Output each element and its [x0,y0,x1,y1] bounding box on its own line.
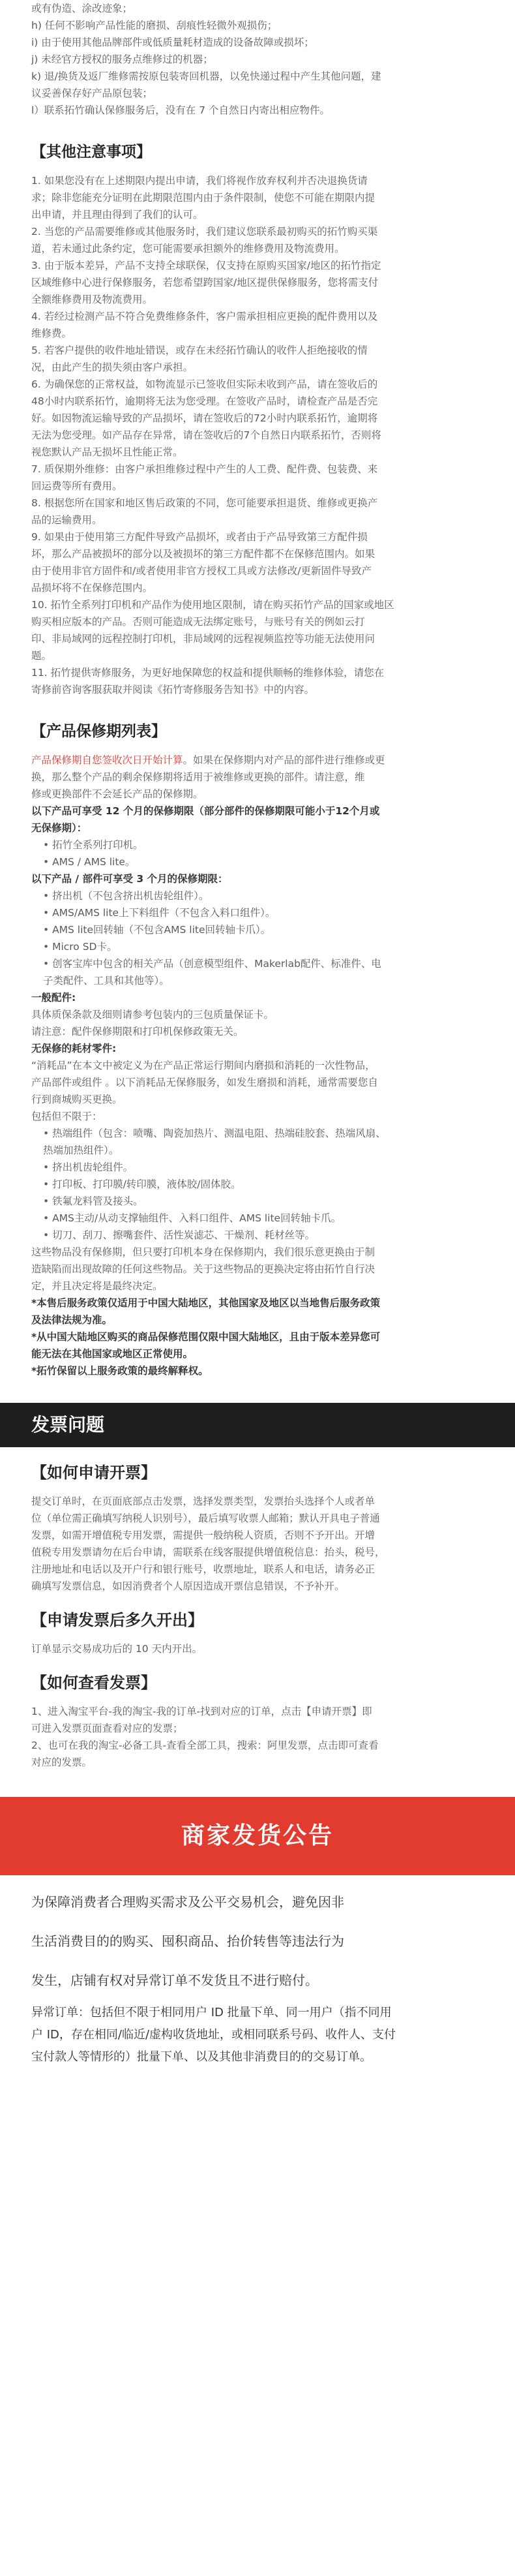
list-item: • 热端组件（包含：喷嘴、陶瓷加热片、测温电阻、热端硅胶套、热端风扇、 [43,1127,386,1139]
how-view-title: 【如何查看发票】 [31,1674,156,1692]
policy-note-line: 及法律法规为准。 [31,1314,113,1326]
ending-line: 造缺陷而出现故障的任何这些物品。关于这些物品的更换决定将由拓竹自行决 [31,1263,375,1275]
abnormal-line: 宝付款人等情形的）批量下单、以及其他非消费目的的交易订单。 [31,2050,372,2064]
consumables-lines [31,1057,484,1125]
twelve-month-items [31,836,484,870]
list-item: • 铁氟龙料管及接头。 [43,1195,143,1207]
terms-line: i) 由于使用其他品牌部件或低质量耗材造成的设备故障或损坏； [31,37,314,48]
terms-line: k) 退/换货及返厂维修需按原包装寄回机器，以免快递过程中产生其他问题，建 [31,70,381,82]
how-apply-title: 【如何申请开票】 [31,1464,156,1482]
note-line: 5. 若客户提供的收件地址错误，或存在未经拓竹确认的收件人拒绝接收的情 [31,345,368,356]
policy-bold-notes [31,1295,484,1379]
consumables-items [31,1125,484,1244]
list-item: • AMS主动/从动支撑轴组件、入料口组件、AMS lite回转轴卡爪。 [43,1212,342,1224]
note-line: 区域维修中心进行保修服务，若您希望跨国家/地区提供保修服务，您将需支付 [31,277,379,288]
note-line: 维修费。 [31,328,72,339]
invoice-header-bar: 发票问题 [0,1403,515,1447]
merchant-notice-section [0,1890,515,2068]
note-line: 由于使用非官方固件和/或者使用非官方授权工具或方法修改/更新固件导致产 [31,565,372,577]
other-notes-title: 【其他注意事项】 [31,144,151,161]
how-view-lines [31,1703,484,1771]
invoice-line: 提交订单时，在页面底部点击发票，选择发票类型，发票抬头选择个人或者单 [31,1495,375,1507]
consumables-line: 行到商城购买更换。 [31,1094,123,1105]
list-item: • 拓竹全系列打印机。 [43,839,143,851]
list-item: • Micro SD卡。 [43,941,117,953]
note-line: 6. 为确保您的正常权益，如物流显示已签收但实际未收到产品，请在签收后的 [31,378,378,390]
note-line: 9. 如果由于使用第三方配件导致产品损坏，或者由于产品导致第三方配件损 [31,531,368,543]
top-terms [0,0,515,119]
note-line: 道，若未通过此条约定，您可能需要承担额外的维修费用及物流费用。 [31,243,345,254]
three-month-items [31,887,484,989]
policy-note-line: 能无法在其他国家或地区正常使用。 [31,1348,194,1360]
note-line: 无法为您受理。如产品存在异常，请在签收后的7个自然日内联系拓竹，否则将 [31,429,381,441]
invoice-line: 对应的发票。 [31,1756,93,1768]
ending-line: 这些物品没有保修期，但只要打印机本身在保修期内，我们很乐意更换由于制 [31,1246,375,1258]
terms-line: h) 任何不影响产品性能的磨损、刮痕性轻微外观损伤； [31,20,278,31]
list-item: • 创客宝库中包含的相关产品（创意模型组件、Makerlab配件、标准件、电 [43,958,381,970]
list-item: • AMS / AMS lite。 [43,856,136,868]
terms-line: 议妥善保存好产品原包装； [31,87,153,99]
note-line: 全额维修费用及物流费用。 [31,294,153,305]
consumables-line: 产品部件或组件 。以下消耗品无保修服务，如发生磨损和消耗，通常需要您自 [31,1077,378,1088]
note-line: 坏，那么产品被损坏的部分以及被损坏的第三方配件都不在保修范围内。如果 [31,548,375,560]
note-line: 好。如因物流运输导致的产品损坏，请在签收后的72小时内联系拓竹，逾期将 [31,412,378,424]
note-line: 出申请，并且理由得到了我们的认可。 [31,209,203,221]
note-line: 2. 当您的产品需要维修或其他服务时，我们建议您联系最初购买的拓竹购买渠 [31,226,378,238]
list-item: 子类配件、工具和其他等）。 [43,975,169,987]
parts-line: 具体质保条款及细则请参考包装内的三包质量保证卡。 [31,1009,274,1020]
note-line: 品的运输费用。 [31,514,102,526]
parts-line: 请注意：配件保修期限和打印机保修政策无关。 [31,1026,244,1037]
policy-note-line: *拓竹保留以上服务政策的最终解释权。 [31,1365,209,1377]
intro-line: 修或更换部件不会延长产品的保修期。 [31,788,203,800]
invoice-line: 发票，如需开增值税专用发票，需提供一般纳税人资质，否则不予开出。开增 [31,1529,375,1541]
list-item: • 挤出机（不包含挤出机齿轮组件）。 [43,890,209,902]
note-line: 1. 如果您没有在上述期限内提出申请，我们将视作放弃权利并否决退换货请 [31,175,368,187]
merchant-shipping-banner: 商家发货公告 [0,1797,515,1875]
twelve-month-heading-2: 无保修期）： [31,822,87,834]
note-line: 11. 拓竹提供寄修服务，为更好地保障您的权益和提供顺畅的维修体验，请您在 [31,667,385,679]
policy-note-line: *本售后服务政策仅适用于中国大陆地区，其他国家及地区以当地售后服务政策 [31,1297,381,1309]
warranty-list-section [0,720,515,1379]
note-line: 回运费等所有费用。 [31,480,123,492]
note-line: 况，由此产生的损失须由客户承担。 [31,361,194,373]
note-line: 8. 根据您所在国家和地区售后政策的不同，您可能要承担退货、维修或更换产 [31,497,378,509]
twelve-month-heading-1: 以下产品可享受 12 个月的保修期限（部分部件的保修期限可能小于12个月或 [31,805,380,817]
consumables-ending [31,1244,484,1295]
warranty-intro-rest: 。如果在保修期内对产品的部件进行维修或更 [183,754,385,766]
other-notes-section [0,141,515,698]
list-item: • AMS/AMS lite上下料组件（不包含入料口组件）。 [43,907,276,919]
note-line: 印、非局域网的远程控制打印机，非局域网的远程视频监控等功能无法使用问 [31,633,375,645]
when-issued-lines [31,1640,484,1657]
list-item: • 打印板、打印膜/转印膜，液体胶/固体胶。 [43,1178,241,1190]
notice-line: 为保障消费者合理购买需求及公平交易机会，避免因非 [31,1894,344,1910]
invoice-line: 注册地址和电话以及开户行和银行账号，收票地址，联系人和电话，请务必正 [31,1563,375,1575]
note-line: 4. 若经过检测产品不符合免费维修条件，客户需承担相应更换的配件费用以及 [31,311,378,322]
invoice-line: 订单显示交易成功后的 10 天内开出。 [31,1643,203,1655]
warranty-list-title: 【产品保修期列表】 [31,723,166,740]
note-line: 求；除非您能充分证明在此期限范围内由于条件限制，使您不可能在期限内提 [31,192,375,204]
note-line: 视您默认产品无损坏且性能正常。 [31,446,183,458]
note-line: 品损坏将不在保修范围内。 [31,582,153,594]
warranty-intro-lines [31,769,484,803]
ending-line: 定，并且决定将是最终决定。 [31,1280,163,1292]
top-terms-lines [31,0,484,119]
invoice-section [0,1462,515,1771]
note-line: 48小时内联系拓竹，逾期将无法为您受理。在签收产品时，请检查产品是否完 [31,395,378,407]
invoice-line: 值税专用发票请勿在后台申请，需联系在线客服提供增值税信息：抬头，税号， [31,1546,385,1558]
terms-line: 或有伪造、涂改迹象； [31,3,133,14]
consumables-line: 包括但不限于： [31,1111,102,1122]
invoice-line: 位（单位需正确填写纳税人识别号），最后填写收票人邮箱；默认开具电子普通 [31,1512,380,1524]
abnormal-line: 户 ID，存在相同/临近/虚构收货地址，或相同联系号码、收件人、支付 [31,2028,396,2042]
notice-line: 发生，店铺有权对异常订单不发货且不进行赔付。 [31,1972,318,1988]
invoice-line: 2、也可在我的淘宝-必备工具-查看全部工具，搜索：阿里发票，点击即可查看 [31,1740,379,1751]
list-item: 热端加热组件）。 [43,1144,119,1156]
parts-heading: 一般配件: [31,992,76,1004]
how-apply-lines [31,1493,484,1595]
notice-line: 生活消费目的的购买、囤积商品、抬价转售等违法行为 [31,1933,344,1949]
list-item: • 切刀、刮刀、擦嘴套件、活性炭滤芯、干燥剂、耗材丝等。 [43,1229,316,1241]
abnormal-line: 异常订单：包括但不限于相同用户 ID 批量下单、同一用户（指不同用 [31,2006,392,2019]
terms-line: j) 未经官方授权的服务点维修过的机器； [31,54,213,65]
warranty-intro [31,752,484,769]
consumables-line: “消耗品”在本文中被定义为在产品正常运行期间内磨损和消耗的一次性物品， [31,1060,375,1071]
terms-line: l）联系拓竹确认保修服务后，没有在 7 个自然日内寄出相应物件。 [31,104,331,116]
list-item: • 挤出机齿轮组件。 [43,1161,134,1173]
warranty-start-highlight: 产品保修期自您签收次日开始计算 [31,754,183,766]
abnormal-order-lines [31,2002,484,2068]
parts-lines [31,1006,484,1040]
other-notes-lines [31,172,484,698]
policy-note-line: *从中国大陆地区购买的商品保修范围仅限中国大陆地区，且由于版本差异您可 [31,1331,381,1343]
when-issued-title: 【申请发票后多久开出】 [31,1611,203,1629]
list-item: • AMS lite回转轴（不包含AMS lite回转轴卡爪）。 [43,924,271,936]
invoice-line: 确填写发票信息，如因消费者个人原因造成开票信息错误，不予补开。 [31,1580,345,1592]
note-line: 7. 质保期外维修：由客户承担维修过程中产生的人工费、配件费、包装费、来 [31,463,378,475]
consumables-heading: 无保修的耗材零件: [31,1043,117,1054]
note-line: 10. 拓竹全系列打印机和产品作为使用地区限制，请在购买拓竹产品的国家或地区 [31,599,394,611]
note-line: 题。 [31,650,52,662]
three-month-heading: 以下产品 / 部件可享受 3 个月的保修期限： [31,873,228,885]
note-line: 寄修前咨询客服获取并阅读《拓竹寄修服务告知书》中的内容。 [31,684,315,696]
invoice-line: 1、进入淘宝平台-我的淘宝-我的订单-找到对应的订单，点击【申请开票】即 [31,1706,372,1717]
intro-line: 换，那么整个产品的剩余保修期将适用于被维修或更换的部件。请注意，维 [31,771,365,783]
note-line: 3. 由于版本差异，产品不支持全球联保，仅支持在原购买国家/地区的拓竹指定 [31,260,381,271]
invoice-line: 可进入发票页面查看对应的发票； [31,1723,183,1734]
note-line: 购买相应版本的产品。否则可能造成无法绑定账号，与账号有关的例如云打 [31,616,365,628]
merchant-notice-lines [31,1890,484,1993]
